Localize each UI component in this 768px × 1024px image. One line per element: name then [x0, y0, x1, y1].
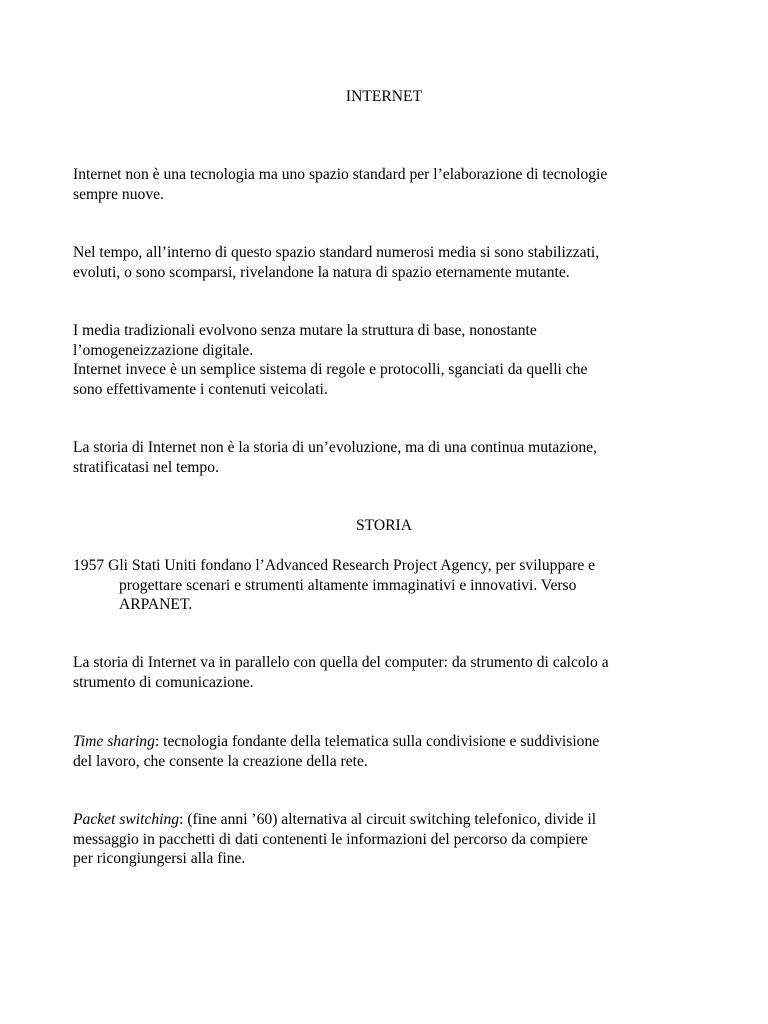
text-line: sempre nuove. — [73, 185, 164, 203]
text-line: l’omogeneizzazione digitale. — [73, 341, 254, 359]
history-entry-1957 — [73, 556, 703, 615]
term-time-sharing: Time sharing — [73, 733, 155, 750]
text-line: stratificatasi nel tempo. — [73, 458, 219, 476]
intro-paragraph-1 — [73, 165, 703, 204]
text-line: del lavoro, che consente la creazione della rete. — [73, 752, 368, 770]
page-title: INTERNET — [345, 88, 423, 105]
text-line: per ricongiungersi alla fine. — [73, 850, 246, 868]
definition-text: : (fine anni ’60) alternativa al circuit switching telefonico, divide il — [179, 811, 597, 828]
definition-text: : tecnologia fondante della telematica sulla condivisione e suddivisione — [154, 733, 600, 750]
text-line: ARPANET. — [119, 596, 193, 614]
intro-paragraph-4 — [73, 438, 703, 477]
text-line: Internet non è una tecnologia ma uno spazio standard per l’elaborazione di tecnologie — [73, 166, 608, 183]
text-line: sono effettivamente i contenuti veicolati. — [73, 380, 328, 398]
text-line: evoluti, o sono scomparsi, rivelandone la natura di spazio eternamente mutante. — [73, 263, 570, 281]
text-line: Internet invece è un semplice sistema di regole e protocolli, sganciati da quelli che — [73, 361, 588, 379]
text-line: messaggio in pacchetti di dati contenenti le informazioni del percorso da compiere — [73, 830, 588, 848]
section-heading-storia: STORIA — [355, 517, 413, 534]
text-line — [73, 810, 703, 830]
packet-switching-paragraph — [73, 810, 703, 869]
text-line: strumento di comunicazione. — [73, 673, 254, 691]
intro-paragraph-3 — [73, 321, 703, 399]
computer-paragraph — [73, 653, 703, 692]
intro-paragraph-2 — [73, 243, 703, 282]
text-line: Nel tempo, all’interno di questo spazio standard numerosi media si sono stabilizzati, — [73, 244, 600, 261]
text-line: I media tradizionali evolvono senza mutare la struttura di base, nonostante — [73, 322, 537, 339]
text-line: La storia di Internet non è la storia di un’evoluzione, ma di una continua mutazione, — [73, 439, 597, 456]
text-line: progettare scenari e strumenti altamente immaginativi e innovativi. Verso — [119, 576, 577, 594]
text-line: La storia di Internet va in parallelo con quella del computer: da strumento di calcolo a — [73, 654, 609, 671]
time-sharing-paragraph — [73, 732, 703, 771]
text-line: 1957 Gli Stati Uniti fondano l’Advanced Research Project Agency, per sviluppare e — [73, 557, 596, 574]
text-line — [73, 732, 703, 752]
term-packet-switching: Packet switching — [73, 811, 180, 828]
